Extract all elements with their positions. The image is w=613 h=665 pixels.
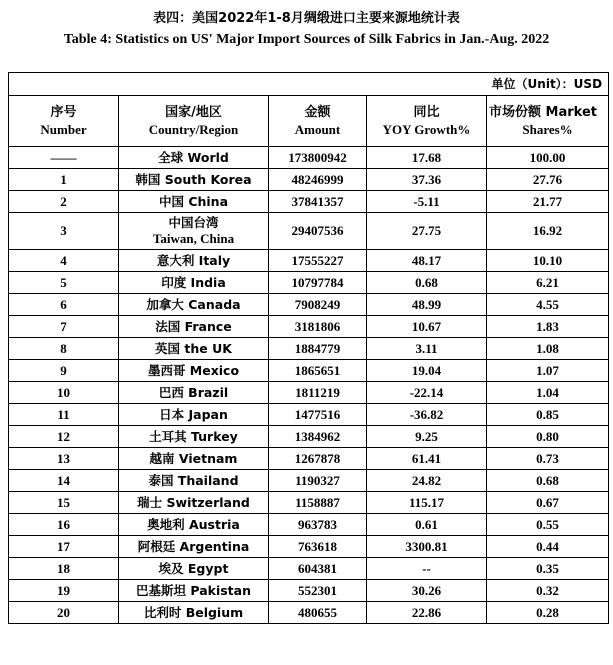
cell-number: 11 xyxy=(9,404,119,426)
cell-yoy: -5.11 xyxy=(367,191,487,213)
cell-amount: 963783 xyxy=(269,514,367,536)
table-row xyxy=(9,272,609,294)
cell-country-cn: 中国台湾 xyxy=(168,215,219,230)
header-share xyxy=(487,96,609,147)
cell-country: 巴基斯坦 Pakistan xyxy=(119,580,269,602)
cell-yoy: -22.14 xyxy=(367,382,487,404)
header-amount-en: Amount xyxy=(294,122,341,137)
cell-number: 2 xyxy=(9,191,119,213)
cell-share: 1.07 xyxy=(487,360,609,382)
cell-amount: 3181806 xyxy=(269,316,367,338)
unit-row xyxy=(9,73,609,96)
import-sources-table xyxy=(8,72,609,624)
cell-country: 印度 India xyxy=(119,272,269,294)
cell-yoy: 0.68 xyxy=(367,272,487,294)
header-share-en: Shares% xyxy=(522,122,573,137)
header-country-cn: 国家/地区 xyxy=(165,105,222,120)
table-row xyxy=(9,213,609,250)
cell-country xyxy=(119,213,269,250)
cell-country: 奥地利 Austria xyxy=(119,514,269,536)
table-row xyxy=(9,360,609,382)
header-share-cn: 市场份额 Market xyxy=(489,105,597,120)
cell-yoy: 48.17 xyxy=(367,250,487,272)
cell-amount: 1811219 xyxy=(269,382,367,404)
cell-country: 全球 World xyxy=(119,147,269,169)
cell-amount: 29407536 xyxy=(269,213,367,250)
cell-share: 0.28 xyxy=(487,602,609,624)
table-row xyxy=(9,602,609,624)
cell-yoy: 24.82 xyxy=(367,470,487,492)
table-row xyxy=(9,404,609,426)
cell-number: 7 xyxy=(9,316,119,338)
cell-number: 1 xyxy=(9,169,119,191)
cell-number: 9 xyxy=(9,360,119,382)
cell-number: 3 xyxy=(9,213,119,250)
cell-yoy: 48.99 xyxy=(367,294,487,316)
header-yoy-cn: 同比 xyxy=(413,105,440,120)
cell-country-en: Taiwan, China xyxy=(152,231,235,246)
cell-share: 10.10 xyxy=(487,250,609,272)
cell-share: 4.55 xyxy=(487,294,609,316)
cell-share: 100.00 xyxy=(487,147,609,169)
cell-share: 6.21 xyxy=(487,272,609,294)
cell-yoy: 3300.81 xyxy=(367,536,487,558)
cell-country: 加拿大 Canada xyxy=(119,294,269,316)
table-row xyxy=(9,536,609,558)
cell-country: 墨西哥 Mexico xyxy=(119,360,269,382)
cell-amount: 7908249 xyxy=(269,294,367,316)
header-number-cn: 序号 xyxy=(50,105,77,120)
cell-amount: 1190327 xyxy=(269,470,367,492)
cell-share: 0.55 xyxy=(487,514,609,536)
cell-number: 6 xyxy=(9,294,119,316)
cell-country: 土耳其 Turkey xyxy=(119,426,269,448)
cell-share: 0.35 xyxy=(487,558,609,580)
table-row xyxy=(9,514,609,536)
cell-country: 意大利 Italy xyxy=(119,250,269,272)
cell-amount: 1884779 xyxy=(269,338,367,360)
table-row xyxy=(9,382,609,404)
cell-share: 0.32 xyxy=(487,580,609,602)
cell-number: 13 xyxy=(9,448,119,470)
cell-yoy: -36.82 xyxy=(367,404,487,426)
cell-country: 泰国 Thailand xyxy=(119,470,269,492)
table-row xyxy=(9,147,609,169)
cell-number: 18 xyxy=(9,558,119,580)
cell-share: 1.08 xyxy=(487,338,609,360)
cell-number: 16 xyxy=(9,514,119,536)
cell-yoy: 9.25 xyxy=(367,426,487,448)
cell-yoy: 37.36 xyxy=(367,169,487,191)
cell-number: 20 xyxy=(9,602,119,624)
cell-amount: 37841357 xyxy=(269,191,367,213)
cell-yoy: 22.86 xyxy=(367,602,487,624)
cell-yoy: 0.61 xyxy=(367,514,487,536)
cell-country: 比利时 Belgium xyxy=(119,602,269,624)
cell-number: 4 xyxy=(9,250,119,272)
cell-yoy: 10.67 xyxy=(367,316,487,338)
cell-country: 英国 the UK xyxy=(119,338,269,360)
header-number-en: Number xyxy=(40,122,87,137)
cell-number: 12 xyxy=(9,426,119,448)
table-row xyxy=(9,250,609,272)
cell-number: 8 xyxy=(9,338,119,360)
table-row xyxy=(9,492,609,514)
cell-amount: 1384962 xyxy=(269,426,367,448)
cell-number: 5 xyxy=(9,272,119,294)
header-yoy-en: YOY Growth% xyxy=(382,122,471,137)
cell-country: 中国 China xyxy=(119,191,269,213)
cell-number: 19 xyxy=(9,580,119,602)
table-row xyxy=(9,558,609,580)
cell-yoy: 61.41 xyxy=(367,448,487,470)
table-row xyxy=(9,580,609,602)
cell-yoy: -- xyxy=(367,558,487,580)
cell-share: 0.44 xyxy=(487,536,609,558)
table-row xyxy=(9,191,609,213)
cell-share: 1.83 xyxy=(487,316,609,338)
table-row xyxy=(9,426,609,448)
cell-yoy: 17.68 xyxy=(367,147,487,169)
cell-amount: 1267878 xyxy=(269,448,367,470)
cell-yoy: 27.75 xyxy=(367,213,487,250)
header-yoy xyxy=(367,96,487,147)
table-row xyxy=(9,338,609,360)
table-row xyxy=(9,316,609,338)
cell-share: 1.04 xyxy=(487,382,609,404)
cell-amount: 1158887 xyxy=(269,492,367,514)
unit-label: 单位（Unit）：USD xyxy=(9,73,609,96)
cell-amount: 10797784 xyxy=(269,272,367,294)
cell-country: 埃及 Egypt xyxy=(119,558,269,580)
cell-country: 阿根廷 Argentina xyxy=(119,536,269,558)
cell-amount: 1865651 xyxy=(269,360,367,382)
header-country xyxy=(119,96,269,147)
cell-share: 0.68 xyxy=(487,470,609,492)
cell-country: 巴西 Brazil xyxy=(119,382,269,404)
cell-country: 瑞士 Switzerland xyxy=(119,492,269,514)
table-row xyxy=(9,448,609,470)
cell-yoy: 19.04 xyxy=(367,360,487,382)
cell-number: 17 xyxy=(9,536,119,558)
table-title-cn: 表四：美国2022年1-8月绸缎进口主要来源地统计表 xyxy=(153,11,460,26)
cell-share: 0.67 xyxy=(487,492,609,514)
cell-number: 15 xyxy=(9,492,119,514)
cell-share: 27.76 xyxy=(487,169,609,191)
cell-amount: 552301 xyxy=(269,580,367,602)
cell-amount: 17555227 xyxy=(269,250,367,272)
cell-share: 0.73 xyxy=(487,448,609,470)
cell-country: 日本 Japan xyxy=(119,404,269,426)
cell-share: 0.85 xyxy=(487,404,609,426)
table-row xyxy=(9,169,609,191)
cell-share: 16.92 xyxy=(487,213,609,250)
header-amount xyxy=(269,96,367,147)
cell-number: —— xyxy=(9,147,119,169)
cell-country: 韩国 South Korea xyxy=(119,169,269,191)
header-amount-cn: 金额 xyxy=(304,105,331,120)
cell-amount: 173800942 xyxy=(269,147,367,169)
cell-yoy: 3.11 xyxy=(367,338,487,360)
table-title-en: Table 4: Statistics on US' Major Import Sources of Silk Fabrics in Jan.-Aug. 2022 xyxy=(63,32,550,47)
cell-country: 越南 Vietnam xyxy=(119,448,269,470)
header-row xyxy=(9,96,609,147)
cell-share: 0.80 xyxy=(487,426,609,448)
header-country-en: Country/Region xyxy=(148,122,239,137)
cell-yoy: 115.17 xyxy=(367,492,487,514)
cell-amount: 763618 xyxy=(269,536,367,558)
cell-amount: 604381 xyxy=(269,558,367,580)
cell-amount: 1477516 xyxy=(269,404,367,426)
table-row xyxy=(9,470,609,492)
cell-number: 14 xyxy=(9,470,119,492)
cell-country: 法国 France xyxy=(119,316,269,338)
cell-number: 10 xyxy=(9,382,119,404)
cell-amount: 480655 xyxy=(269,602,367,624)
header-number xyxy=(9,96,119,147)
cell-yoy: 30.26 xyxy=(367,580,487,602)
table-row xyxy=(9,294,609,316)
cell-share: 21.77 xyxy=(487,191,609,213)
cell-amount: 48246999 xyxy=(269,169,367,191)
